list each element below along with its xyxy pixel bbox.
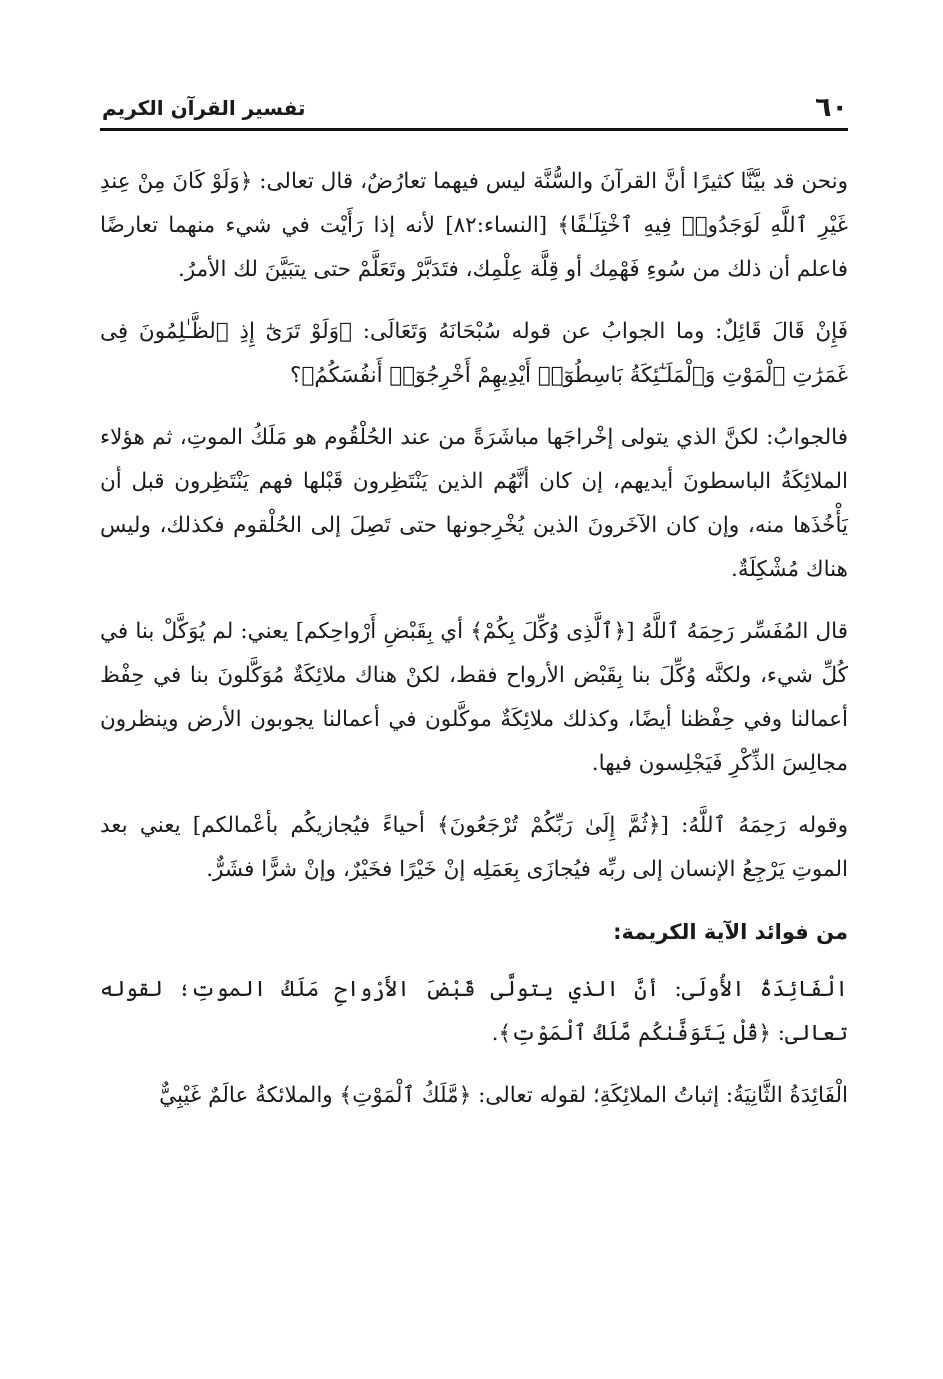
paragraph-question: فَإِنْ قَالَ قَائِلٌ: وما الجوابُ عن قوله سُبْحَانَهُ وَتَعَالَى: ﴿وَلَوْ تَرَىٰٓ إِذِ ٱلظَّـٰلِمُونَ فِى غَمَرَٰتِ ٱلْمَوْتِ وَٱلْمَلَـٰٓئِكَةُ بَاسِطُوٓا۟ أَيْدِيهِمْ أَخْرِجُوٓا۟ أَنفُسَكُمُ﴾؟ [100,319,848,388]
page-number: ٦٠ [815,92,848,123]
benefit-second: الْفَائِدَةُ الثَّانِيَةُ: إثباتُ الملائِكَةِ؛ لقوله تعالى: ﴿مَّلَكُ ٱلْمَوْتِ﴾ والملائكةُ عالَمٌ غَيْبِيٌّ [159,1083,848,1108]
paragraph-return: وقوله رَحِمَهُ ٱللَّهُ: [﴿ثُمَّ إِلَىٰ رَبِّكُمْ تُرْجَعُونَ﴾ أحياءً فيُجازيكُم بأعْمالكم] يعني بعد الموتِ يَرْجِعُ الإنسان إلى ربِّه فيُجازَى بِعَمَلِه إنْ خَيْرًا فخَيْرٌ، وإنْ شرًّا فشَرٌّ. [100,813,848,882]
benefit-first: الْفَائِدَةُ الأُولَى: أنَّ الذي يتولَّى قَبْضَ الأَرْواحِ مَلَكُ الموتِ؛ لقوله تعالى: ﴿قُلْ يَتَوَفَّىٰكُم مَّلَكُ ٱلْمَوْتِ﴾. [100,977,848,1046]
paragraph-contradiction: ونحن قد بيَّنَّا كثيرًا أنَّ القرآنَ والسُّنَّة ليس فيهما تعارُضٌ، قال تعالى: ﴿وَلَوْ كَانَ مِنْ عِندِ غَيْرِ ٱللَّهِ لَوَجَدُوا۟ فِيهِ ٱخْتِلَـٰفًا﴾ [النساء:٨٢] لأنه إذا رَأَيْت في شيء منهما تعارضًا فاعلم أن ذلك من سُوءِ فَهْمِك أو قِلَّة عِلْمِك، فتَدَبَّرْ وتَعَلَّمْ حتى يتبَيَّنَ لك الأمرُ. [100,169,848,282]
paragraph-commentator: قال المُفَسِّر رَحِمَهُ ٱللَّهُ [﴿ٱلَّذِى وُكِّلَ بِكُمْ﴾ أي بِقَبْضِ أَرْواحِكم] يعني: لم يُوَكَّلْ بنا في كُلِّ شيء، ولكنَّه وُكِّلَ بنا بِقَبْض الأرواح فقط، لكنْ هناك ملائِكَةٌ مُوَكَّلونَ بنا في حِفْظ أعمالنا وفي حِفْظنا أيضًا، وكذلك ملائِكَةٌ موكَّلون في أعمالنا يجوبون الأرض وينظرون مجالِسَ الذِّكْرِ فَيَجْلِسون فيها. [100,619,848,776]
section-heading: من فوائد الآية الكريمة: [613,920,848,944]
paragraph-answer: فالجوابُ: لكنَّ الذي يتولى إخْراجَها مباشَرَةً من عند الحُلْقُوم هو مَلَكُ الموتِ، ثم هؤلاء الملائِكَةُ الباسطونَ أيديهم، إن كان أنَّهُم الذين يَنْتَظِرون قَبْلها فهم يَنْتَظِرون قبل أن يَأْخُذَها منه، وإن كان الآخَرونَ الذين يُخْرِجونها حتى تَصِلَ إلى الحُلْقوم فكذلك، وليس هناك مُشْكِلَةٌ. [100,425,848,582]
running-title: تفسير القرآن الكريم [102,96,306,120]
body-text [100,160,848,1118]
page-header [100,88,848,131]
